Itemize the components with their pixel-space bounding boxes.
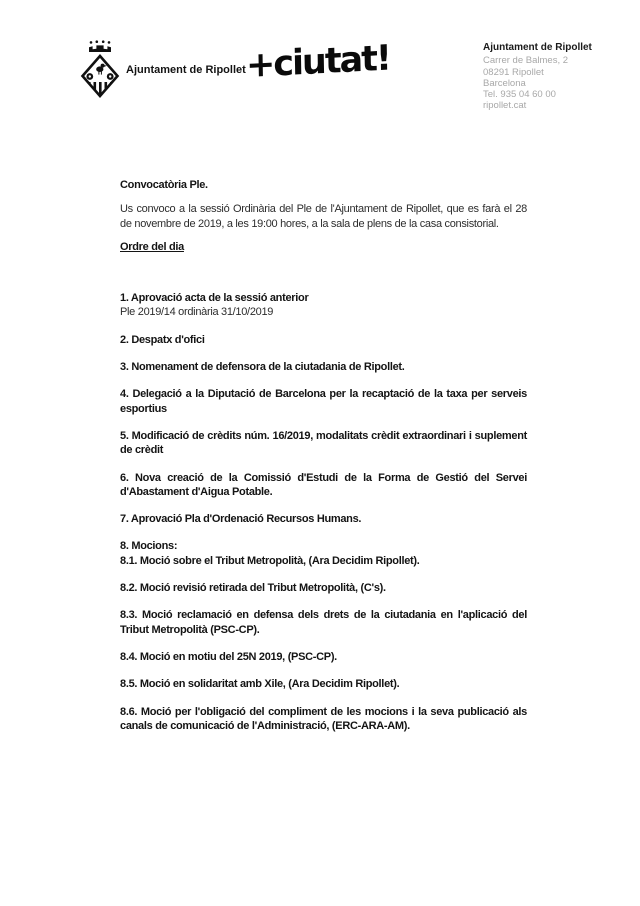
agenda-item-3 [120, 360, 527, 374]
agenda-item-title: 8. Mocions: [120, 540, 178, 553]
agenda-item-title: 4. Delegació a la Diputació de Barcelona per la recaptació de la taxa per serveis esportius [120, 388, 527, 415]
address-line-phone: Tel. 935 04 60 00 [483, 89, 556, 101]
agenda-item-8-3 [120, 608, 527, 637]
agenda-item-6 [120, 471, 527, 500]
address-line-street: Carrer de Balmes, 2 [483, 55, 569, 67]
address-line-website: ripollet.cat [483, 100, 527, 112]
org-name-label: Ajuntament de Ripollet [126, 64, 246, 76]
agenda-item-2 [120, 333, 527, 347]
agenda-item-8 [120, 539, 527, 568]
agenda-item-7 [120, 512, 527, 526]
agenda-item-title: 7. Aprovació Pla d'Ordenació Recursos Humans. [120, 513, 362, 526]
address-line-postal: 08291 Ripollet [483, 66, 544, 78]
agenda-item-title: 8.6. Moció per l'obligació del compliment de les mocions i la seva publicació als canals de comunicació de l'Administració, (ERC-ARA-AM). [120, 705, 527, 732]
agenda-item-title: 6. Nova creació de la Comissió d'Estudi de la Forma de Gestió del Servei d'Abastament d'Aigua Potable. [120, 471, 527, 498]
intro-paragraph: Us convoco a la sessió Ordinària del Ple de l'Ajuntament de Ripollet, que es farà el 28 de novembre de 2019, a les 19:00 hores, a la sala de plens de la casa consistorial. [120, 203, 527, 230]
agenda-subitem-8-1: 8.1. Moció sobre el Tribut Metropolità, (Ara Decidim Ripollet). [120, 554, 420, 567]
agenda-item-8-4 [120, 650, 527, 664]
agenda-item-title: 2. Despatx d'ofici [120, 333, 205, 346]
document-body [120, 178, 527, 746]
agenda-item-title: 3. Nomenament de defensora de la ciutadania de Ripollet. [120, 361, 405, 374]
agenda-item-1 [120, 291, 527, 320]
agenda-item-4 [120, 387, 527, 416]
agenda-item-title: 8.3. Moció reclamació en defensa dels drets de la ciutadania en l'aplicació del Tribut Metropolità (PSC-CP). [120, 609, 527, 636]
ripollet-coat-of-arms-icon [80, 40, 120, 102]
agenda-item-title: 5. Modificació de crèdits núm. 16/2019, modalitats crèdit extraordinari i suplement de crèdit [120, 429, 527, 457]
agenda-item-8-6 [120, 705, 527, 734]
agenda-item-title: 1. Aprovació acta de la sessió anterior [120, 292, 309, 305]
agenda-item-title: 8.5. Moció en solidaritat amb Xile, (Ara Decidim Ripollet). [120, 678, 400, 691]
agenda-item-8-2 [120, 581, 527, 595]
address-org-name: Ajuntament de Ripollet [483, 42, 592, 53]
section-heading-ordre-del-dia: Ordre del dia [120, 240, 184, 253]
address-block [483, 42, 592, 112]
document-title: Convocatòria Ple. [120, 179, 208, 191]
ciutat-wordmark: +ciutat! [245, 38, 391, 87]
agenda-item-title: 8.2. Moció revisió retirada del Tribut Metropolità, (C's). [120, 582, 386, 595]
agenda-item-8-5 [120, 677, 527, 691]
agenda-item-5 [120, 429, 527, 458]
address-line-province: Barcelona [483, 77, 526, 89]
agenda-item-title: 8.4. Moció en motiu del 25N 2019, (PSC-CP). [120, 650, 337, 663]
agenda-item-detail: Ple 2019/14 ordinària 31/10/2019 [120, 306, 274, 319]
